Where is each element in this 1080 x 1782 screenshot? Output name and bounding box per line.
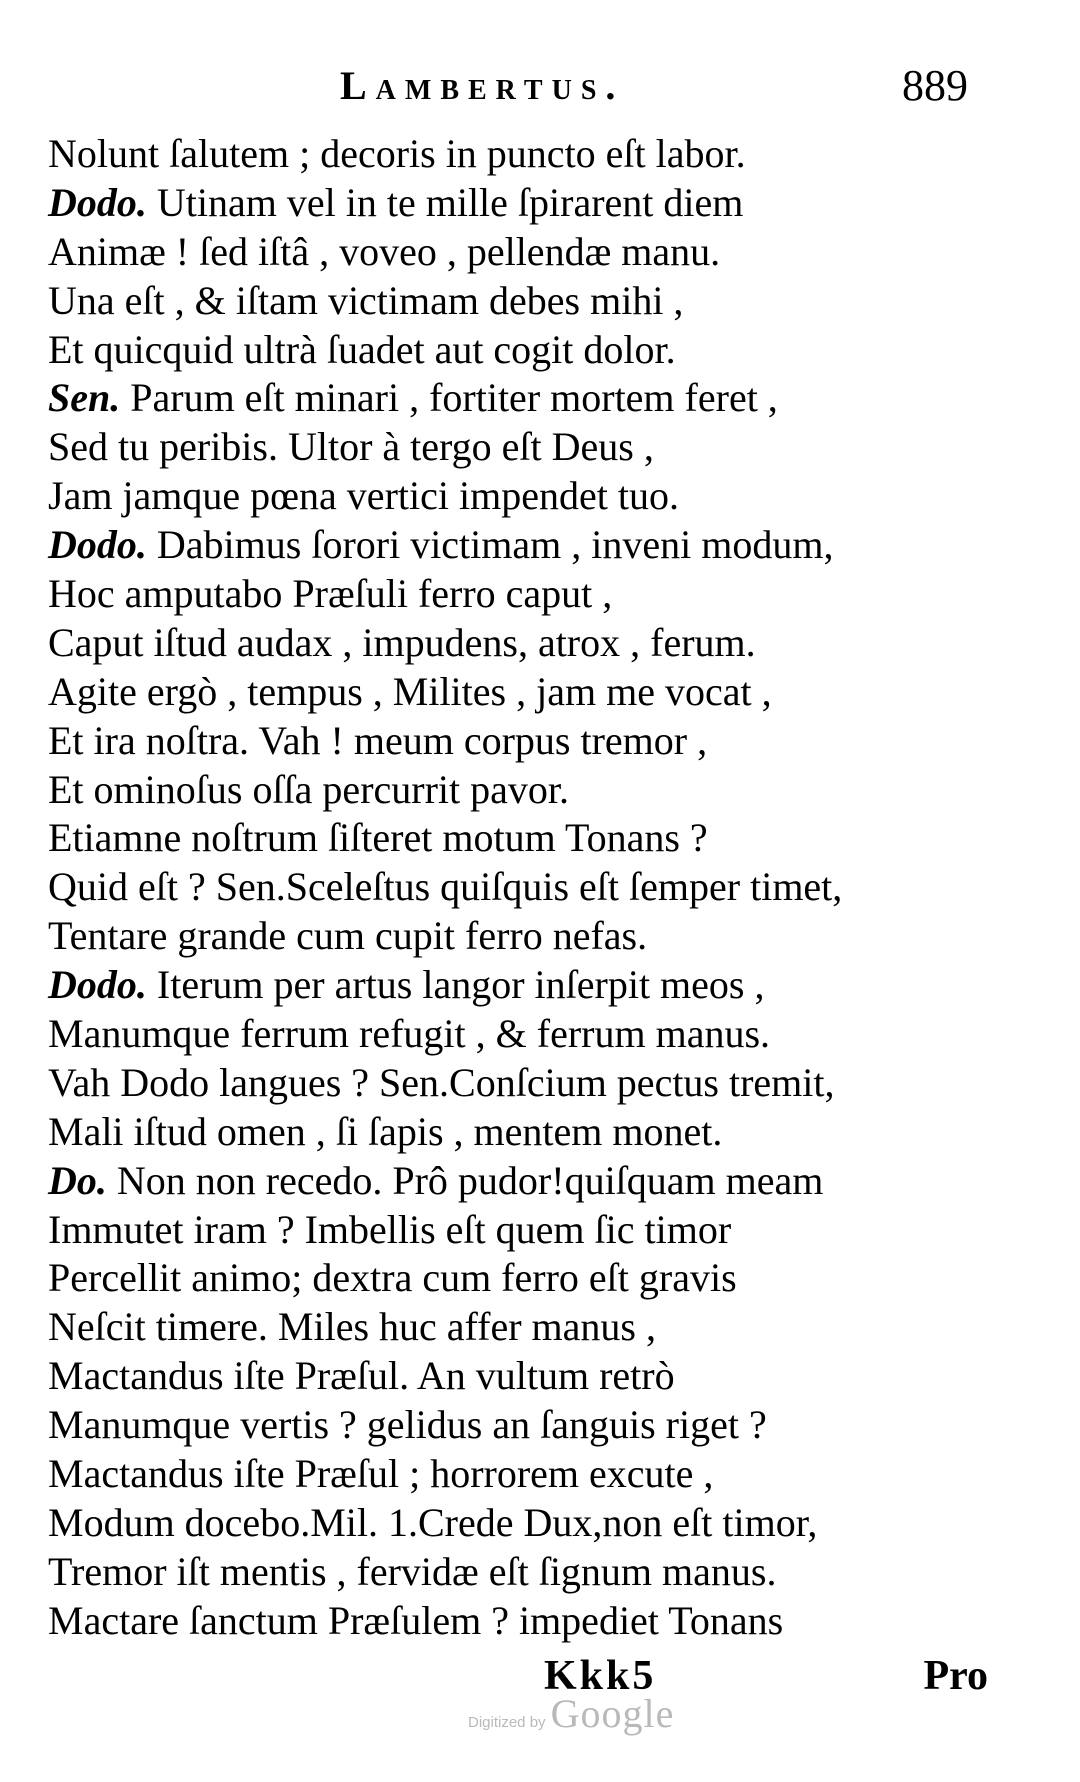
verse-line bbox=[48, 228, 1008, 277]
verse-text: Caput iſtud audax , impudens, atrox , ferum. bbox=[48, 619, 756, 665]
digitization-watermark bbox=[468, 1690, 674, 1737]
verse-line bbox=[48, 1499, 1008, 1548]
verse-text: Tentare grande cum cupit ferro nefas. bbox=[48, 913, 648, 959]
verse-text: Percellit animo; dextra cum ferro eſt gravis bbox=[48, 1255, 737, 1301]
verse-line bbox=[48, 374, 1008, 423]
speaker-name: Dodo. bbox=[48, 962, 147, 1008]
verse-line bbox=[48, 1254, 1008, 1303]
verse-line bbox=[48, 1401, 1008, 1450]
verse-line bbox=[48, 1108, 1008, 1157]
verse-line bbox=[48, 668, 1008, 717]
verse-text: Non non recedo. Prô pudor!quiſquam meam bbox=[116, 1157, 824, 1203]
verse-text: Et ominoſus oſſa percurrit pavor. bbox=[48, 766, 569, 812]
verse-text: Manumque ferrum refugit , & ferrum manus. bbox=[48, 1011, 771, 1057]
page-number: 889 bbox=[902, 61, 968, 110]
verse-text: Vah Dodo langues ? Sen.Conſcium pectus tremit, bbox=[48, 1059, 835, 1105]
verse-line bbox=[48, 1450, 1008, 1499]
verse-text: Jam jamque pœna vertici impendet tuo. bbox=[48, 473, 679, 519]
verse-text: Neſcit timere. Miles huc affer manus , bbox=[48, 1304, 656, 1350]
verse-line bbox=[48, 1206, 1008, 1255]
verse-line bbox=[48, 130, 1008, 179]
verse-line bbox=[48, 179, 1008, 228]
watermark-brand: Google bbox=[550, 1691, 675, 1736]
verse-line bbox=[48, 472, 1008, 521]
verse-text: Una eſt , & iſtam victimam debes mihi , bbox=[48, 277, 684, 323]
verse-line bbox=[48, 766, 1008, 815]
speaker-name: Dodo. bbox=[48, 179, 147, 225]
verse-text: Mactandus iſte Præſul ; horrorem excute , bbox=[48, 1451, 714, 1497]
verse-line bbox=[48, 521, 1008, 570]
verse-line bbox=[48, 423, 1008, 472]
catchword: Pro bbox=[923, 1653, 988, 1699]
verse-text: Immutet iram ? Imbellis eſt quem ſic timor bbox=[48, 1206, 732, 1252]
verse-text: Animæ ! ſed iſtâ , voveo , pellendæ manu. bbox=[48, 228, 721, 274]
verse-line bbox=[48, 1010, 1008, 1059]
verse-text: Nolunt ſalutem ; decoris in puncto eſt labor. bbox=[48, 131, 746, 176]
verse-text: Dabimus ſorori victimam , inveni modum, bbox=[156, 522, 834, 568]
verse-text: Mali iſtud omen , ſi ſapis , mentem monet. bbox=[48, 1108, 723, 1154]
verse-line bbox=[48, 961, 1008, 1010]
verse-line bbox=[48, 814, 1008, 863]
verse-text: Parum eſt minari , fortiter mortem feret , bbox=[130, 375, 778, 421]
signature-mark: Kkk5 bbox=[544, 1653, 657, 1699]
verse-text: Et ira noſtra. Vah ! meum corpus tremor , bbox=[48, 717, 708, 763]
running-title: Lambertus. bbox=[340, 63, 625, 108]
verse-line bbox=[48, 717, 1008, 766]
verse-line bbox=[48, 277, 1008, 326]
verse-text: Modum docebo.Mil. 1.Crede Dux,non eſt timor, bbox=[48, 1499, 818, 1545]
verse-line bbox=[48, 863, 1008, 912]
verse-text: Manumque vertis ? gelidus an ſanguis riget ? bbox=[48, 1402, 767, 1448]
verse-line bbox=[48, 1059, 1008, 1108]
verse-text: Etiamne noſtrum ſiſteret motum Tonans ? bbox=[48, 815, 708, 861]
verse-text: Hoc amputabo Præſuli ferro caput , bbox=[48, 571, 613, 617]
verse-text: Quid eſt ? Sen.Sceleſtus quiſquis eſt ſemper timet, bbox=[48, 864, 843, 910]
verse-block bbox=[48, 130, 1008, 1646]
verse-line bbox=[48, 326, 1008, 375]
verse-line bbox=[48, 1157, 1008, 1206]
speaker-name: Sen. bbox=[48, 375, 121, 421]
verse-text: Mactare ſanctum Præſulem ? impediet Tonans bbox=[48, 1597, 784, 1643]
speaker-name: Do. bbox=[48, 1157, 107, 1203]
verse-text: Tremor iſt mentis , fervidæ eſt ſignum manus. bbox=[48, 1548, 777, 1594]
watermark-prefix: Digitized by bbox=[468, 1714, 546, 1731]
verse-line bbox=[48, 1597, 1008, 1646]
speaker-name: Dodo. bbox=[48, 522, 147, 568]
verse-line bbox=[48, 1303, 1008, 1352]
verse-line bbox=[48, 1352, 1008, 1401]
verse-text: Utinam vel in te mille ſpirarent diem bbox=[156, 179, 744, 225]
verse-line bbox=[48, 912, 1008, 961]
verse-text: Iterum per artus langor inſerpit meos , bbox=[156, 962, 765, 1008]
verse-line bbox=[48, 1548, 1008, 1597]
verse-line bbox=[48, 570, 1008, 619]
verse-text: Sed tu peribis. Ultor à tergo eſt Deus , bbox=[48, 424, 654, 470]
verse-text: Mactandus iſte Præſul. An vultum retrò bbox=[48, 1353, 675, 1399]
verse-line bbox=[48, 619, 1008, 668]
verse-text: Et quicquid ultrà ſuadet aut cogit dolor. bbox=[48, 326, 676, 372]
verse-text: Agite ergò , tempus , Milites , jam me vocat , bbox=[48, 668, 772, 714]
